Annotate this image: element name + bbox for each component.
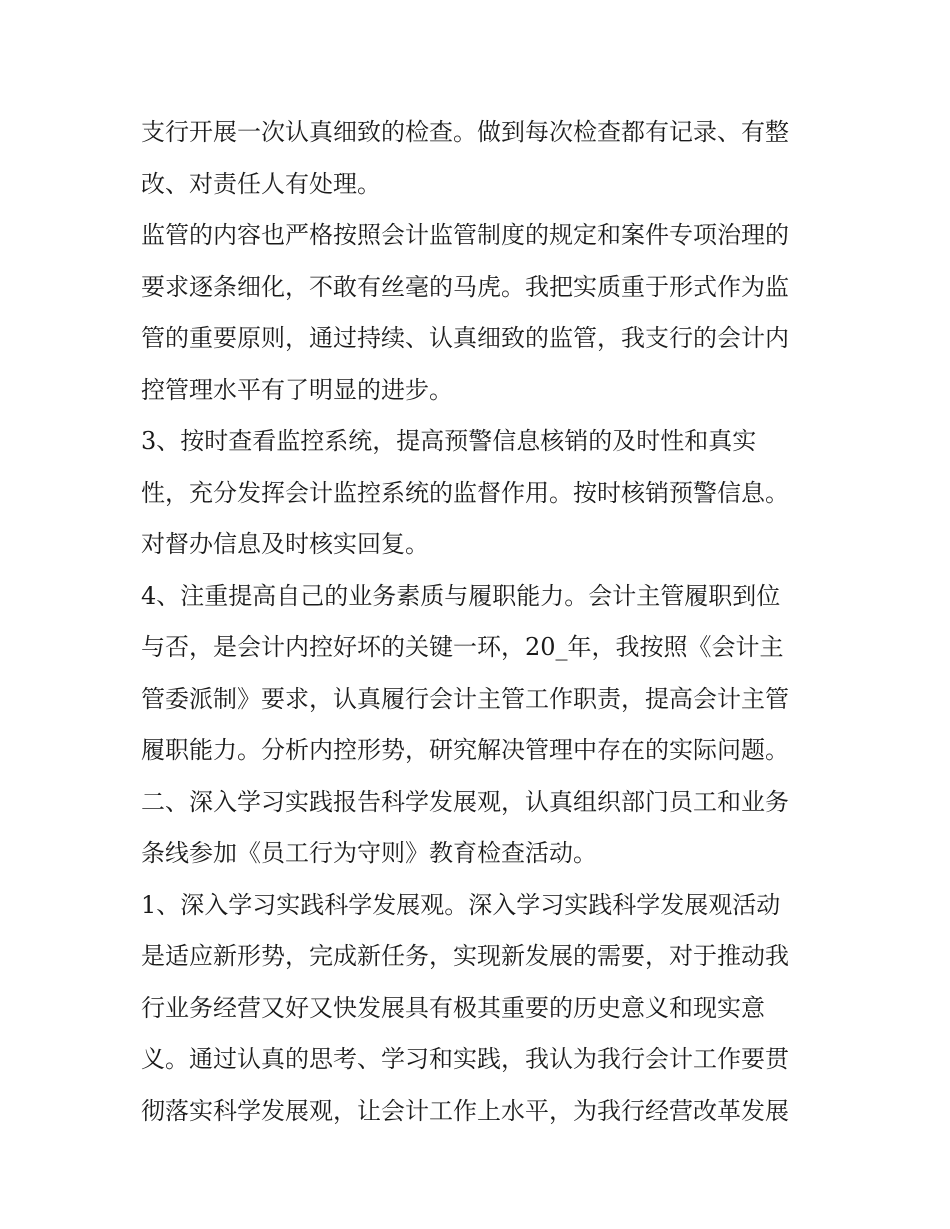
text-line: 行业务经营又好又快发展具有极其重要的历史意义和现实意 [141,993,765,1022]
text-line: 性，充分发挥会计监控系统的监督作用。按时核销预警信息。 [141,478,789,507]
text-line: 改、对责任人有处理。 [141,169,381,198]
text-line: 4、注重提高自己的业务素质与履职能力。会计主管履职到位 [141,581,781,610]
text-line: 彻落实科学发展观，让会计工作上水平，为我行经营改革发展 [141,1096,789,1125]
text-line: 是适应新形势，完成新任务，实现新发展的需要，对于推动我 [141,942,789,970]
text-line: 与否，是会计内控好坏的关键一环，20_年，我按照《会计主 [141,633,784,661]
text-line: 1、深入学习实践科学发展观。深入学习实践科学发展观活动 [141,890,781,919]
text-line: 管的重要原则，通过持续、认真细致的监管，我支行的会计内 [141,324,789,352]
text-line: 支行开展一次认真细致的检查。做到每次检查都有记录、有整 [141,118,789,146]
text-line: 控管理水平有了明显的进步。 [141,375,453,404]
text-line: 要求逐条细化，不敢有丝毫的马虎。我把实质重于形式作为监 [141,272,789,301]
text-line: 义。通过认真的思考、学习和实践，我认为我行会计工作要贯 [141,1045,789,1073]
text-line: 条线参加《员工行为守则》教育检查活动。 [141,839,597,867]
text-line: 二、深入学习实践报告科学发展观，认真组织部门员工和业务 [141,787,789,816]
text-line: 履职能力。分析内控形势，研究解决管理中存在的实际问题。 [141,736,789,764]
text-line: 3、按时查看监控系统，提高预警信息核销的及时性和真实 [141,427,757,455]
text-line: 对督办信息及时核实回复。 [141,530,429,558]
document-body [141,107,821,1137]
text-line: 监管的内容也严格按照会计监管制度的规定和案件专项治理的 [141,221,789,249]
text-line: 管委派制》要求，认真履行会计主管工作职责，提高会计主管 [141,684,789,713]
